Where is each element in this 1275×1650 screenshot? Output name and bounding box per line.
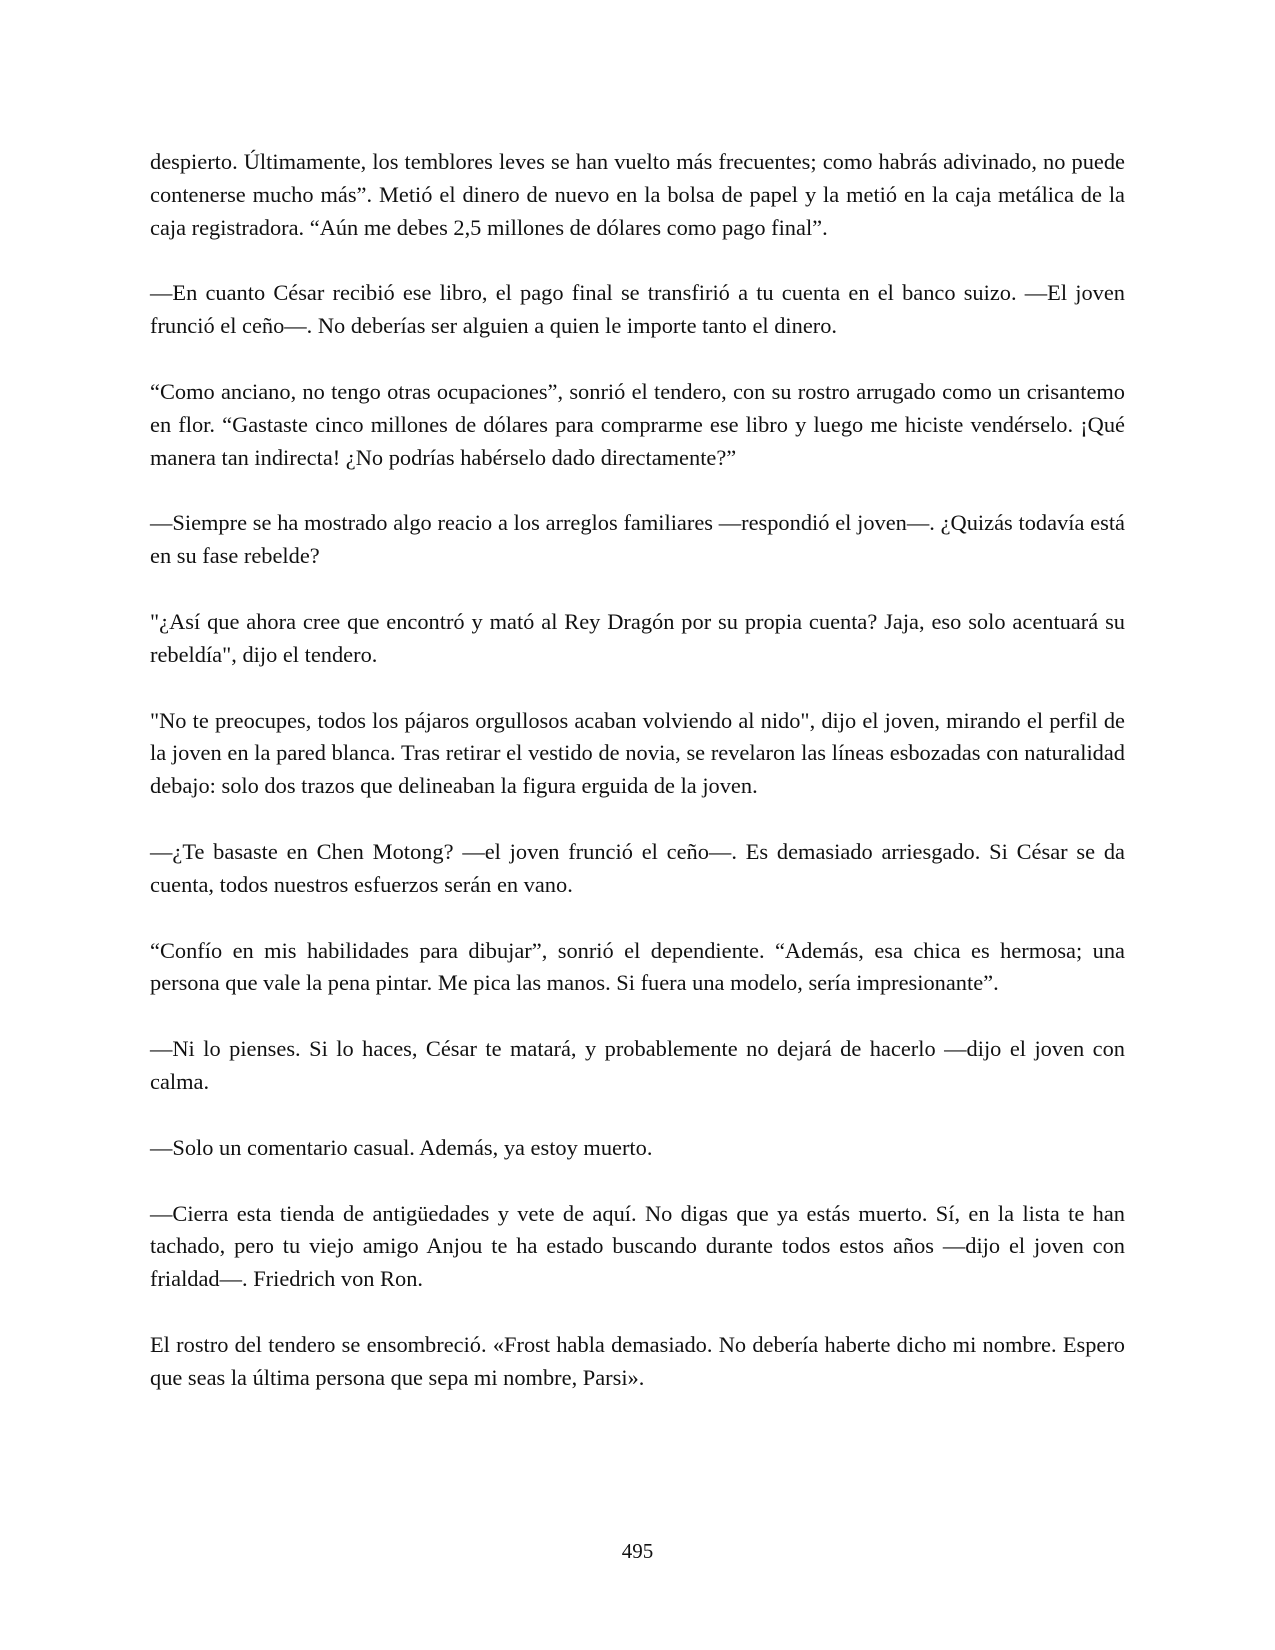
paragraph: "¿Así que ahora cree que encontró y mató al Rey Dragón por su propia cuenta? Jaja, eso solo acentuará su rebeldía", dijo el tendero.: [150, 608, 1125, 667]
paragraph: El rostro del tendero se ensombreció. «Frost habla demasiado. No debería haberte dicho mi nombre. Espero que seas la última persona que sepa mi nombre, Parsi».: [150, 1331, 1125, 1390]
paragraph: —En cuanto César recibió ese libro, el pago final se transfirió a tu cuenta en el banco suizo. —El joven frunció el ceño—. No deberías ser alguien a quien le importe tanto el dinero.: [150, 280, 1125, 339]
paragraph: "No te preocupes, todos los pájaros orgullosos acaban volviendo al nido", dijo el joven, mirando el perfil de la joven en la pared blanca. Tras retirar el vestido de novia, se revelaron las líneas esbozadas con naturalidad debajo: solo dos trazos que delineaban la figura erguida de la joven.: [150, 707, 1125, 799]
paragraph: —Solo un comentario casual. Además, ya estoy muerto.: [150, 1134, 653, 1160]
paragraph: despierto. Últimamente, los temblores leves se han vuelto más frecuentes; como habrás adivinado, no puede contenerse mucho más”. Metió el dinero de nuevo en la bolsa de papel y la metió en la caja metálica de la caja registradora. “Aún me debes 2,5 millones de dólares como pago final”.: [150, 149, 1125, 240]
paragraph: —¿Te basaste en Chen Motong? —el joven frunció el ceño—. Es demasiado arriesgado. Si César se da cuenta, todos nuestros esfuerzos serán en vano.: [150, 838, 1125, 897]
paragraph: “Confío en mis habilidades para dibujar”, sonrió el dependiente. “Además, esa chica es hermosa; una persona que vale la pena pintar. Me pica las manos. Si fuera una modelo, sería impresionante”.: [150, 937, 1125, 996]
paragraph: —Siempre se ha mostrado algo reacio a los arreglos familiares —respondió el joven—. ¿Quizás todavía está en su fase rebelde?: [150, 510, 1125, 569]
page-body: [150, 146, 1125, 1428]
paragraph: “Como anciano, no tengo otras ocupaciones”, sonrió el tendero, con su rostro arrugado como un crisantemo en flor. “Gastaste cinco millones de dólares para comprarme ese libro y luego me hiciste vendérselo. ¡Qué manera tan indirecta! ¿No podrías habérselo dado directamente?”: [150, 378, 1125, 470]
paragraph: —Ni lo pienses. Si lo haces, César te matará, y probablemente no dejará de hacerlo —dijo el joven con calma.: [150, 1036, 1125, 1094]
page-number: 495: [621, 1539, 654, 1563]
paragraph: —Cierra esta tienda de antigüedades y vete de aquí. No digas que ya estás muerto. Sí, en la lista te han tachado, pero tu viejo amigo Anjou te ha estado buscando durante todos estos años —dijo el joven con frialdad—. Friedrich von Ron.: [150, 1200, 1125, 1292]
